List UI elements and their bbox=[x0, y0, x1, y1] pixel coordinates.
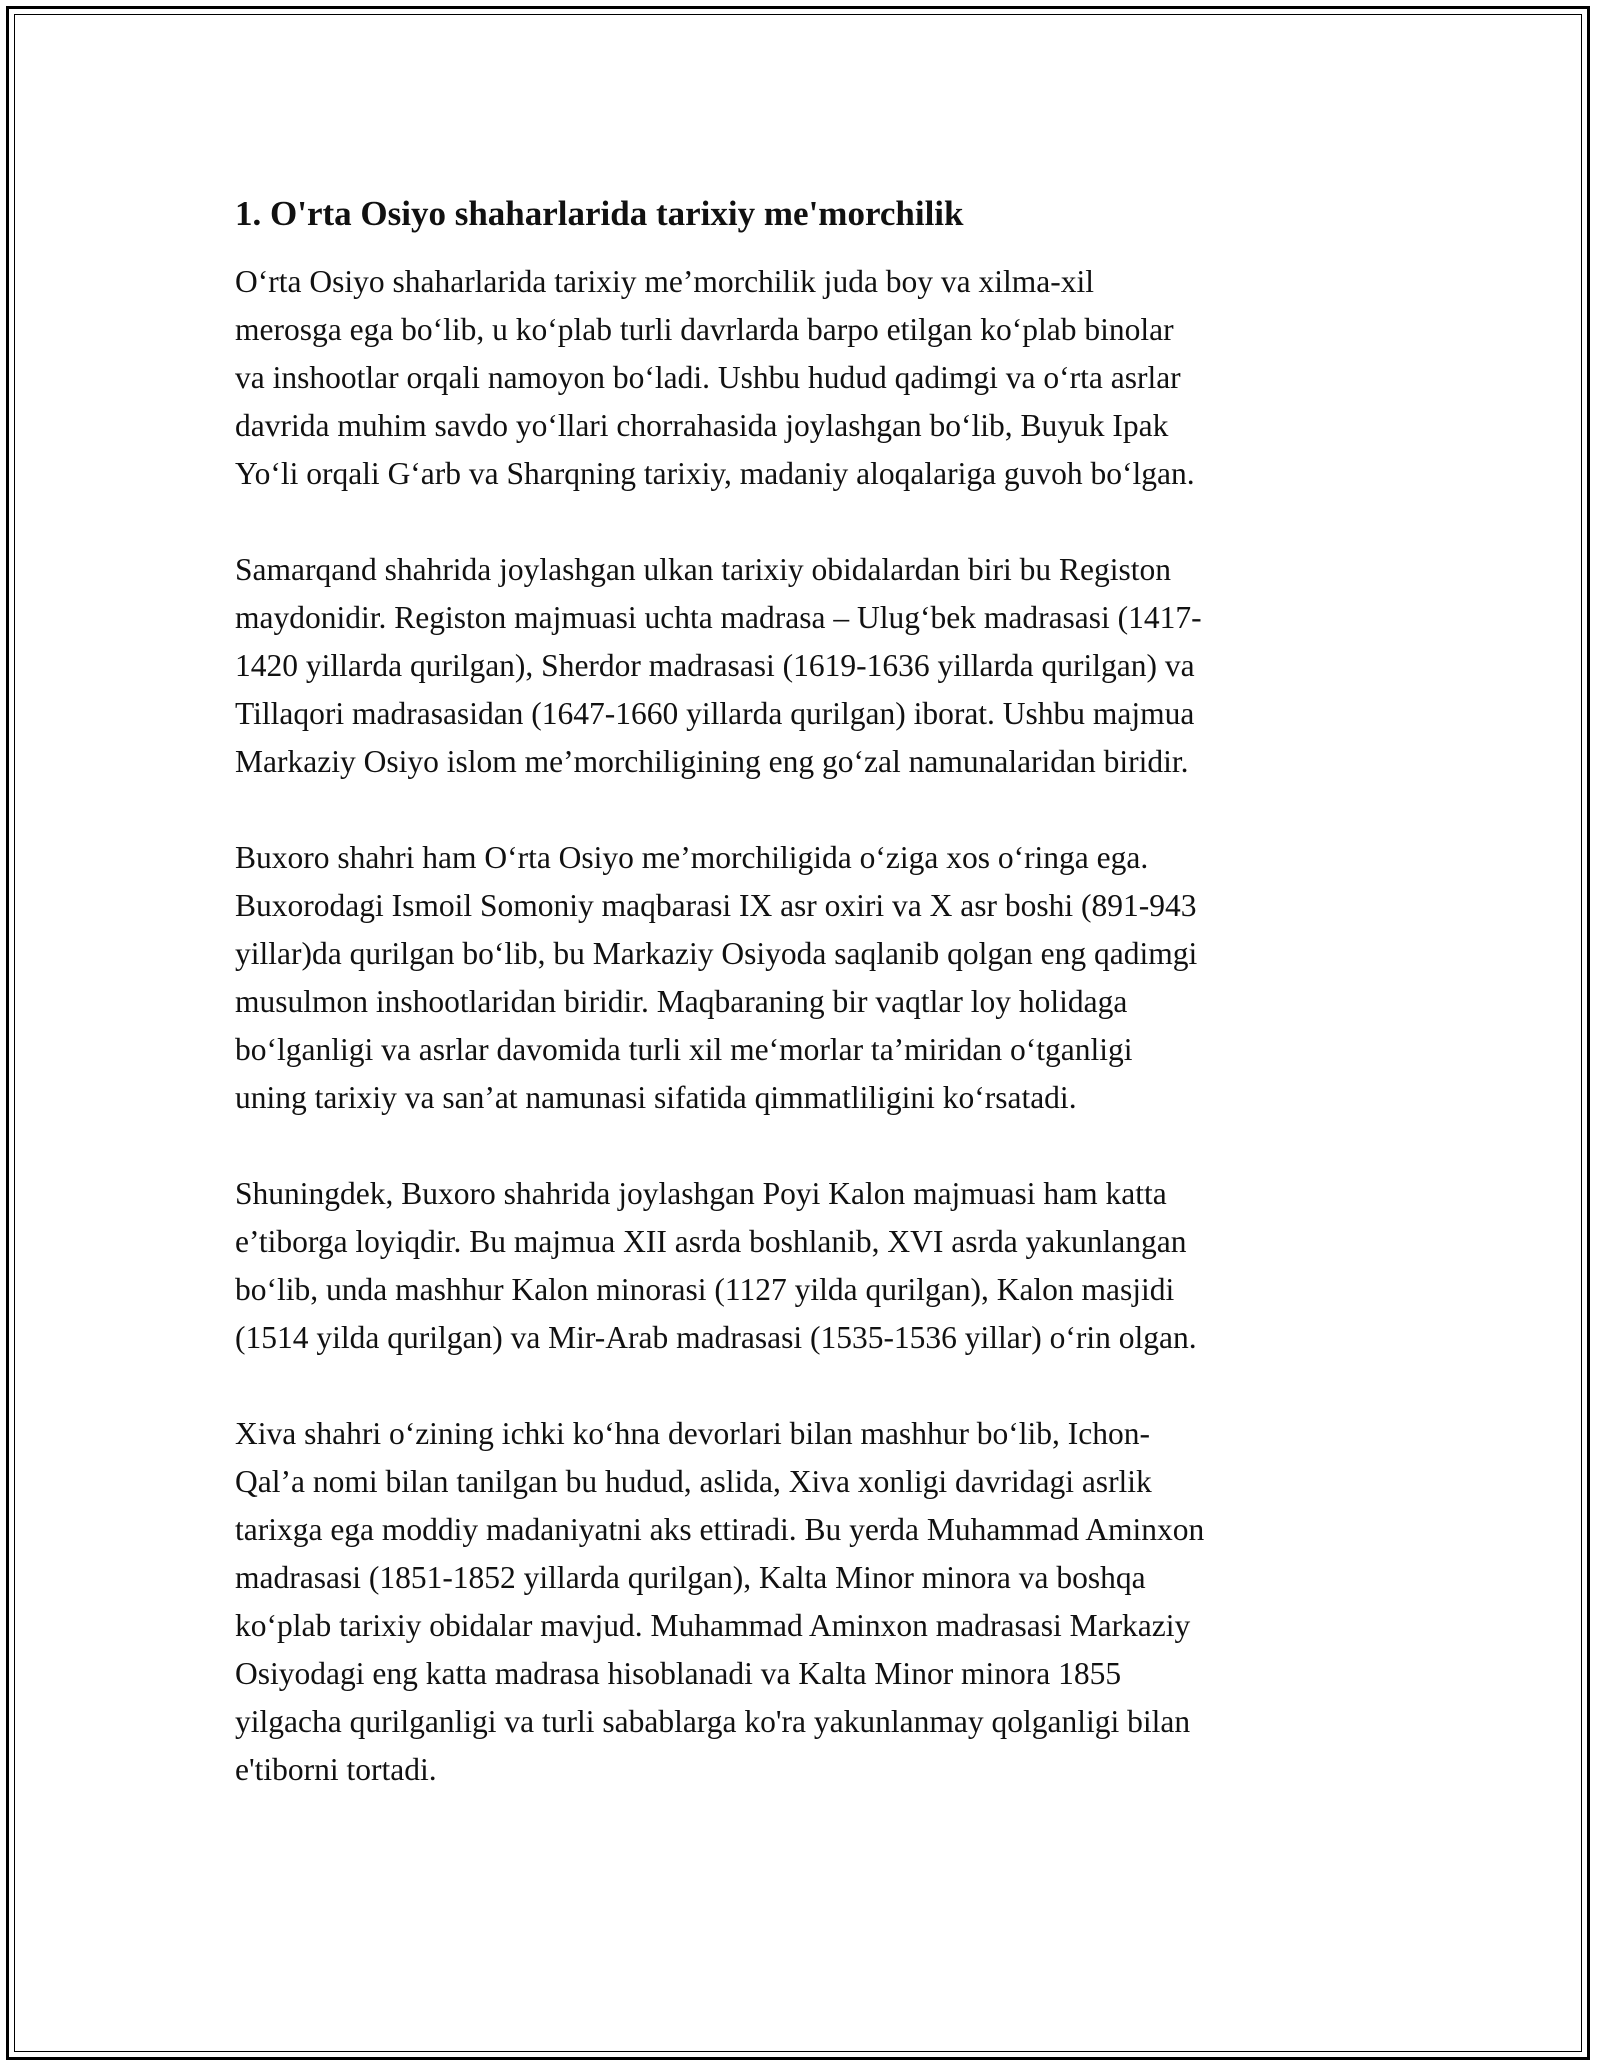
paragraph-intro bbox=[235, 258, 1370, 498]
text-line: yillar)da qurilgan bo‘lib, bu Markaziy Osiyoda saqlanib qolgan eng qadimgi bbox=[235, 936, 1198, 971]
paragraph-buxoro bbox=[235, 834, 1370, 1122]
text-line: musulmon inshootlaridan biridir. Maqbaraning bir vaqtlar loy holidaga bbox=[235, 984, 1128, 1019]
text-line: Yo‘li orqali G‘arb va Sharqning tarixiy, madaniy aloqalariga guvoh bo‘lgan. bbox=[235, 456, 1195, 491]
text-line: Osiyodagi eng katta madrasa hisoblanadi va Kalta Minor minora 1855 bbox=[235, 1656, 1122, 1691]
text-line: tarixga ega moddiy madaniyatni aks ettiradi. Bu yerda Muhammad Aminxon bbox=[235, 1512, 1205, 1547]
text-line: e'tiborni tortadi. bbox=[235, 1752, 437, 1787]
text-line: Shuningdek, Buxoro shahrida joylashgan Poyi Kalon majmuasi ham katta bbox=[235, 1176, 1167, 1211]
text-line: uning tarixiy va san’at namunasi sifatida qimmatliligini ko‘rsatadi. bbox=[235, 1080, 1077, 1115]
text-line: Qal’a nomi bilan tanilgan bu hudud, aslida, Xiva xonligi davridagi asrlik bbox=[235, 1464, 1152, 1499]
paragraph-poyi-kalon bbox=[235, 1170, 1370, 1362]
text-line: va inshootlar orqali namoyon bo‘ladi. Ushbu hudud qadimgi va o‘rta asrlar bbox=[235, 360, 1181, 395]
text-line: madrasasi (1851-1852 yillarda qurilgan), Kalta Minor minora va boshqa bbox=[235, 1560, 1146, 1595]
text-line: Buxorodagi Ismoil Somoniy maqbarasi IX asr oxiri va X asr boshi (891-943 bbox=[235, 888, 1197, 923]
text-line: ko‘plab tarixiy obidalar mavjud. Muhammad Aminxon madrasasi Markaziy bbox=[235, 1608, 1191, 1643]
text-line: davrida muhim savdo yo‘llari chorrahasida joylashgan bo‘lib, Buyuk Ipak bbox=[235, 408, 1169, 443]
text-line: maydonidir. Registon majmuasi uchta madrasa – Ulug‘bek madrasasi (1417- bbox=[235, 600, 1202, 635]
text-line: Buxoro shahri ham O‘rta Osiyo me’morchiligida o‘ziga xos o‘ringa ega. bbox=[235, 840, 1149, 875]
text-line: merosga ega bo‘lib, u ko‘plab turli davrlarda barpo etilgan ko‘plab binolar bbox=[235, 312, 1174, 347]
text-line: Tillaqori madrasasidan (1647-1660 yillarda qurilgan) iborat. Ushbu majmua bbox=[235, 696, 1195, 731]
text-line: e’tiborga loyiqdir. Bu majmua XII asrda boshlanib, XVI asrda yakunlangan bbox=[235, 1224, 1187, 1259]
text-line: (1514 yilda qurilgan) va Mir-Arab madrasasi (1535-1536 yillar) o‘rin olgan. bbox=[235, 1320, 1197, 1355]
text-line: O‘rta Osiyo shaharlarida tarixiy me’morchilik juda boy va xilma-xil bbox=[235, 264, 1095, 299]
paragraph-samarqand bbox=[235, 546, 1370, 786]
text-line: bo‘lganligi va asrlar davomida turli xil me‘morlar ta’miridan o‘tganligi bbox=[235, 1032, 1133, 1067]
paragraph-xiva bbox=[235, 1410, 1370, 1794]
text-line: Xiva shahri o‘zining ichki ko‘hna devorlari bilan mashhur bo‘lib, Ichon- bbox=[235, 1416, 1151, 1451]
text-line: bo‘lib, unda mashhur Kalon minorasi (1127 yilda qurilgan), Kalon masjidi bbox=[235, 1272, 1175, 1307]
section-heading: 1. O'rta Osiyo shaharlarida tarixiy me'morchilik bbox=[235, 194, 964, 233]
text-line: Samarqand shahrida joylashgan ulkan tarixiy obidalardan biri bu Registon bbox=[235, 552, 1172, 587]
text-line: Markaziy Osiyo islom me’morchiligining eng go‘zal namunalaridan biridir. bbox=[235, 744, 1189, 779]
text-line: 1420 yillarda qurilgan), Sherdor madrasasi (1619-1636 yillarda qurilgan) va bbox=[235, 648, 1195, 683]
text-line: yilgacha qurilganligi va turli sabablarga ko'ra yakunlanmay qolganligi bilan bbox=[235, 1704, 1191, 1739]
document-body bbox=[235, 184, 1370, 1794]
